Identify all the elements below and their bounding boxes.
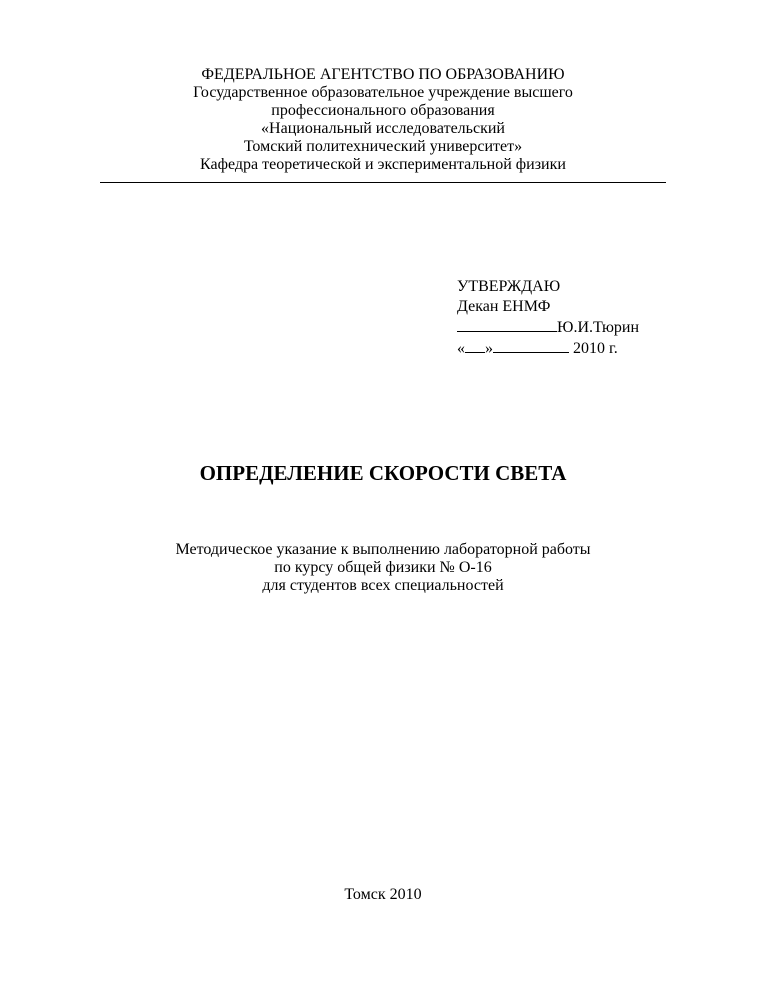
subtitle-line-3: для студентов всех специальностей	[262, 577, 504, 594]
date-close-quote: »	[485, 340, 493, 357]
institution-type-line-2: профессионального образования	[271, 102, 495, 119]
date-month-blank	[493, 338, 569, 353]
approval-label: УТВЕРЖДАЮ	[457, 278, 561, 295]
signature-blank	[457, 317, 557, 332]
subtitle-line-2: по курсу общей физики № О-16	[274, 559, 492, 576]
institution-header	[100, 66, 666, 174]
approval-position: Декан ЕНМФ	[457, 298, 551, 315]
date-day-blank	[465, 338, 485, 353]
agency-name: ФЕДЕРАЛЬНОЕ АГЕНТСТВО ПО ОБРАЗОВАНИЮ	[201, 66, 565, 83]
document-title: ОПРЕДЕЛЕНИЕ СКОРОСТИ СВЕТА	[199, 461, 567, 485]
subtitle-line-1: Методическое указание к выполнению лабораторной работы	[175, 541, 591, 558]
city-year: Томск 2010	[344, 886, 422, 903]
approval-signatory: Ю.И.Тюрин	[557, 319, 640, 336]
date-open-quote: «	[457, 340, 465, 357]
date-year: 2010 г.	[569, 340, 618, 357]
university-name-line-1: «Национальный исследовательский	[261, 120, 505, 137]
institution-type-line-1: Государственное образовательное учреждение высшего	[193, 84, 573, 101]
approval-signature-line	[457, 317, 677, 338]
approval-date-line	[457, 338, 677, 359]
header-divider	[100, 182, 666, 183]
approval-block	[457, 277, 677, 359]
department-name: Кафедра теоретической и экспериментальной физики	[200, 156, 566, 173]
university-name-line-2: Томский политехнический университет»	[243, 138, 523, 155]
document-subtitle	[100, 541, 666, 595]
